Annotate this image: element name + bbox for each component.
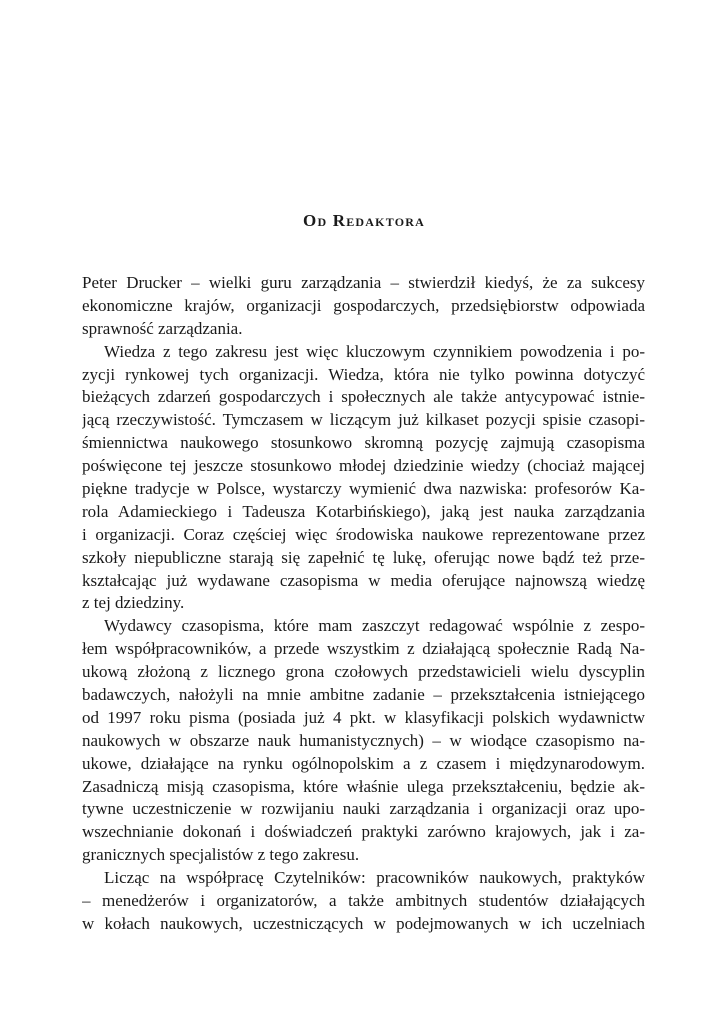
text-line: wszechnianie dokonań i doświadczeń praktyki zarówno krajowych, jak i za- [82, 822, 645, 842]
text-line: rola Adamieckiego i Tadeusza Kotarbińskiego), jaką jest nauka zarządzania [82, 501, 645, 521]
text-line: badawczych, nałożyli na mnie ambitne zadanie – przekształcenia istniejącego [82, 685, 645, 705]
text-line: Wydawcy czasopisma, które mam zaszczyt redagować wspólnie z zespo- [104, 616, 645, 636]
text-line: i organizacji. Coraz częściej więc środowiska naukowe reprezentowane przez [82, 524, 645, 544]
text-line: granicznych specjalistów z tego zakresu. [82, 845, 360, 865]
text-line: sprawność zarządzania. [82, 318, 243, 338]
text-line: ekonomiczne krajów, organizacji gospodarczych, przedsiębiorstw odpowiada [82, 295, 645, 315]
text-line: łem współpracowników, a przede wszystkim z działającą społecznie Radą Na- [82, 639, 645, 659]
text-line: Peter Drucker – wielki guru zarządzania – stwierdził kiedyś, że za sukcesy [82, 273, 645, 292]
text-line: w kołach naukowych, uczestniczących w podejmowanych w ich uczelniach [82, 913, 645, 933]
paragraph [82, 867, 645, 936]
text-line: ukową złożoną z licznego grona czołowych przedstawicieli wielu dyscyplin [82, 662, 645, 682]
paragraph [82, 615, 645, 867]
text-line: zycji rynkowej tych organizacji. Wiedza, która nie tylko powinna dotyczyć [82, 364, 645, 384]
paragraph [82, 341, 645, 616]
paragraph [82, 272, 645, 341]
text-line: szkoły niepubliczne starają się zapełnić tę lukę, oferując nowe bądź też prze- [82, 547, 645, 567]
text-line: tywne uczestniczenie w rozwijaniu nauki zarządzania i organizacji oraz upo- [82, 799, 645, 819]
text-line: jącą rzeczywistość. Tymczasem w liczącym już kilkaset pozycji spisie czasopi- [82, 410, 645, 430]
text-line: – menedżerów i organizatorów, a także ambitnych studentów działających [82, 891, 645, 911]
page-heading: Od Redaktora [303, 211, 425, 230]
text-line: poświęcone tej jeszcze stosunkowo młodej dziedzinie wiedzy (chociaż mającej [82, 456, 645, 476]
body-text [82, 272, 645, 936]
text-line: kształcając już wydawane czasopisma w media oferujące najnowszą wiedzę [82, 570, 645, 590]
text-line: śmiennictwa naukowego stosunkowo skromną pozycję zajmują czasopisma [82, 433, 645, 453]
text-line: od 1997 roku pisma (posiada już 4 pkt. w klasyfikacji polskich wydawnictw [82, 707, 645, 727]
text-line: Zasadniczą misją czasopisma, które właśnie ulega przekształceniu, będzie ak- [82, 776, 645, 796]
text-line: z tej dziedziny. [82, 593, 185, 613]
text-line: Wiedza z tego zakresu jest więc kluczowym czynnikiem powodzenia i po- [104, 341, 645, 361]
text-line: bieżących zdarzeń gospodarczych i społecznych ale także antycypować istnie- [82, 387, 645, 407]
text-line: Licząc na współpracę Czytelników: pracowników naukowych, praktyków [104, 868, 645, 888]
text-line: ukowe, działające na rynku ogólnopolskim a z czasem i międzynarodowym. [82, 753, 645, 773]
text-line: naukowych w obszarze nauk humanistycznych) – w wiodące czasopismo na- [82, 730, 645, 750]
text-line: piękne tradycje w Polsce, wystarczy wymienić dwa nazwiska: profesorów Ka- [82, 479, 645, 499]
